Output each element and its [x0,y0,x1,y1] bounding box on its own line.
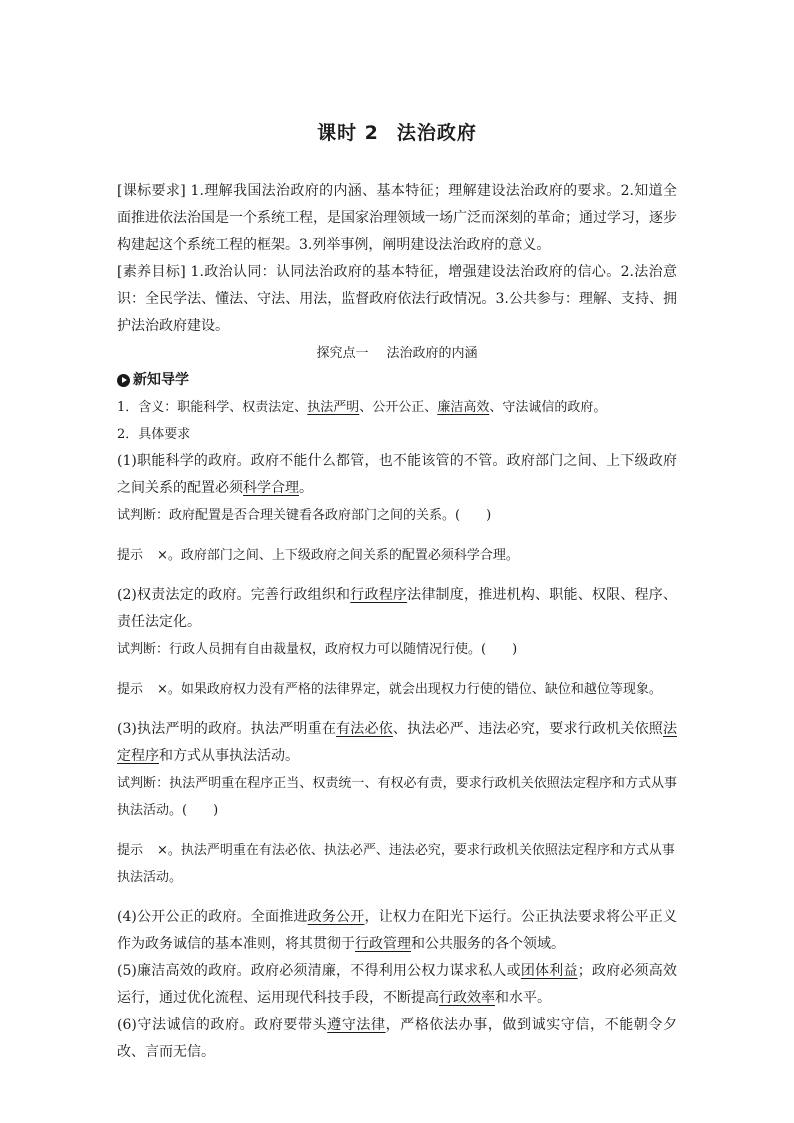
text-span: 、守法诚信的政府。 [489,400,607,415]
curriculum-requirements [117,178,677,259]
underlined-term: 行政效率 [439,990,495,1006]
hint-label: 提示 [117,548,144,563]
competency-text: 1.政治认同：认同法治政府的基本特征，增强建设法治政府的信心。2.法治意识：全民学法、懂法、守法、用法，监督政府依法行政情况。3.公共参与：理解、支持、拥护法治政府建设。 [117,264,677,334]
judgment-question-3: 试判断：执法严明重在程序正当、权责统一、有权必有责，要求行政机关依照法定程序和方式从事执法活动。( ) [117,776,677,818]
lesson-title: 法治政府 [396,122,477,144]
hint-3 [117,837,677,891]
requirement-4 [117,904,677,958]
requirement-1 [117,448,677,502]
underlined-term: 科学合理 [243,480,299,496]
text-span: 1．含义：职能科学、权责法定、 [117,400,308,415]
text-span: (6)守法诚信的政府。政府要带头 [117,1017,328,1033]
underlined-term: 政务公开 [307,909,365,925]
hint-text: ×。执法严明重在有法必依、执法必严、违法必究，要求行政机关依照法定程序和方式从事执法活动。 [117,843,675,885]
text-span: 和方式从事执法活动。 [159,748,299,764]
section-heading [117,367,677,394]
text-span: ，让权力在阳光下运行。公正执法要求将公平正义作为政务诚信的基本准则，将其贯彻于 [117,909,677,952]
hint-label: 提示 [117,682,144,697]
judgment-question-1: 试判断：政府配置是否合理关键看各政府部门之间的关系。( ) [117,508,492,523]
text-span: 、执法必严、违法必究，要求行政机关依照 [392,721,663,737]
underlined-term: 廉洁高效 [437,400,490,415]
competency-goals [117,259,677,340]
lesson-number: 课时 2 [317,122,379,144]
curriculum-text: 1.理解我国法治政府的内涵、基本特征；理解建设法治政府的要求。2.知道全面推进依法治国是一个系统工程，是国家治理领域一场广泛而深刻的革命；通过学习，逐步构建起这个系统工程的框架。3.列举事例，阐明建设法治政府的意义。 [117,183,677,253]
text-span: (4)公开公正的政府。全面推进 [117,909,308,925]
hint-text: ×。如果政府权力没有严格的法律界定，就会出现权力行使的错位、缺位和越位等现象。 [157,682,662,697]
hint-text: ×。政府部门之间、上下级政府之间关系的配置必须科学合理。 [157,548,519,563]
explore-point-number: 探究点一 [316,346,369,361]
text-span: 法律制度，推进机构、职能、权限、程序、责任法定化。 [117,587,677,630]
section-heading-label: 新知导学 [133,372,189,388]
text-span: (1)职能科学的政府。政府不能什么都管，也不能该管的不管。政府部门之间、上下级政府之间关系的配置必须 [117,453,677,496]
underlined-term: 行政程序 [350,587,408,603]
underlined-term: 行政管理 [355,936,411,952]
text-span: 。 [299,480,313,496]
text-span: (3)执法严明的政府。执法严明重在 [117,721,337,737]
underlined-term: 团体利益 [520,963,578,979]
play-circle-icon [117,374,130,387]
hint-2 [117,676,677,703]
text-span: (5)廉洁高效的政府。政府必须清廉，不得利用公权力谋求私人或 [117,963,521,979]
page-title [117,118,677,145]
hint-1 [117,542,677,569]
requirement-3 [117,716,677,770]
text-span: 和水平。 [495,990,551,1006]
requirement-5 [117,958,677,1012]
text-span: (2)权责法定的政府。完善行政组织和 [117,587,351,603]
text-span: ，严格依法办事，做到诚实守信，不能朝令夕改、言而无信。 [117,1017,678,1060]
requirement-6 [117,1012,677,1066]
text-span: ；政府必须高效运行，通过优化流程、运用现代科技手段，不断提高 [117,963,677,1006]
explore-point-title: 法治政府的内涵 [386,346,478,361]
judgment-question-2: 试判断：行政人员拥有自由裁量权，政府权力可以随情况行使。( ) [117,642,518,657]
document-content [117,118,677,1066]
requirement-2 [117,582,677,636]
underlined-term: 遵守法律 [327,1017,386,1033]
underlined-term: 执法严明 [307,400,360,415]
hint-label: 提示 [117,843,144,858]
competency-label: [素养目标] [117,264,186,280]
explore-point-heading [117,340,677,367]
text-span: 和公共服务的各个领域。 [411,936,565,952]
underlined-term: 法定程序 [117,721,677,764]
curriculum-label: [课标要求] [117,183,186,199]
definition-paragraph [117,394,677,421]
underlined-term: 有法必依 [336,721,393,737]
requirements-heading: 2．具体要求 [117,427,191,442]
text-span: 、公开公正、 [359,400,438,415]
